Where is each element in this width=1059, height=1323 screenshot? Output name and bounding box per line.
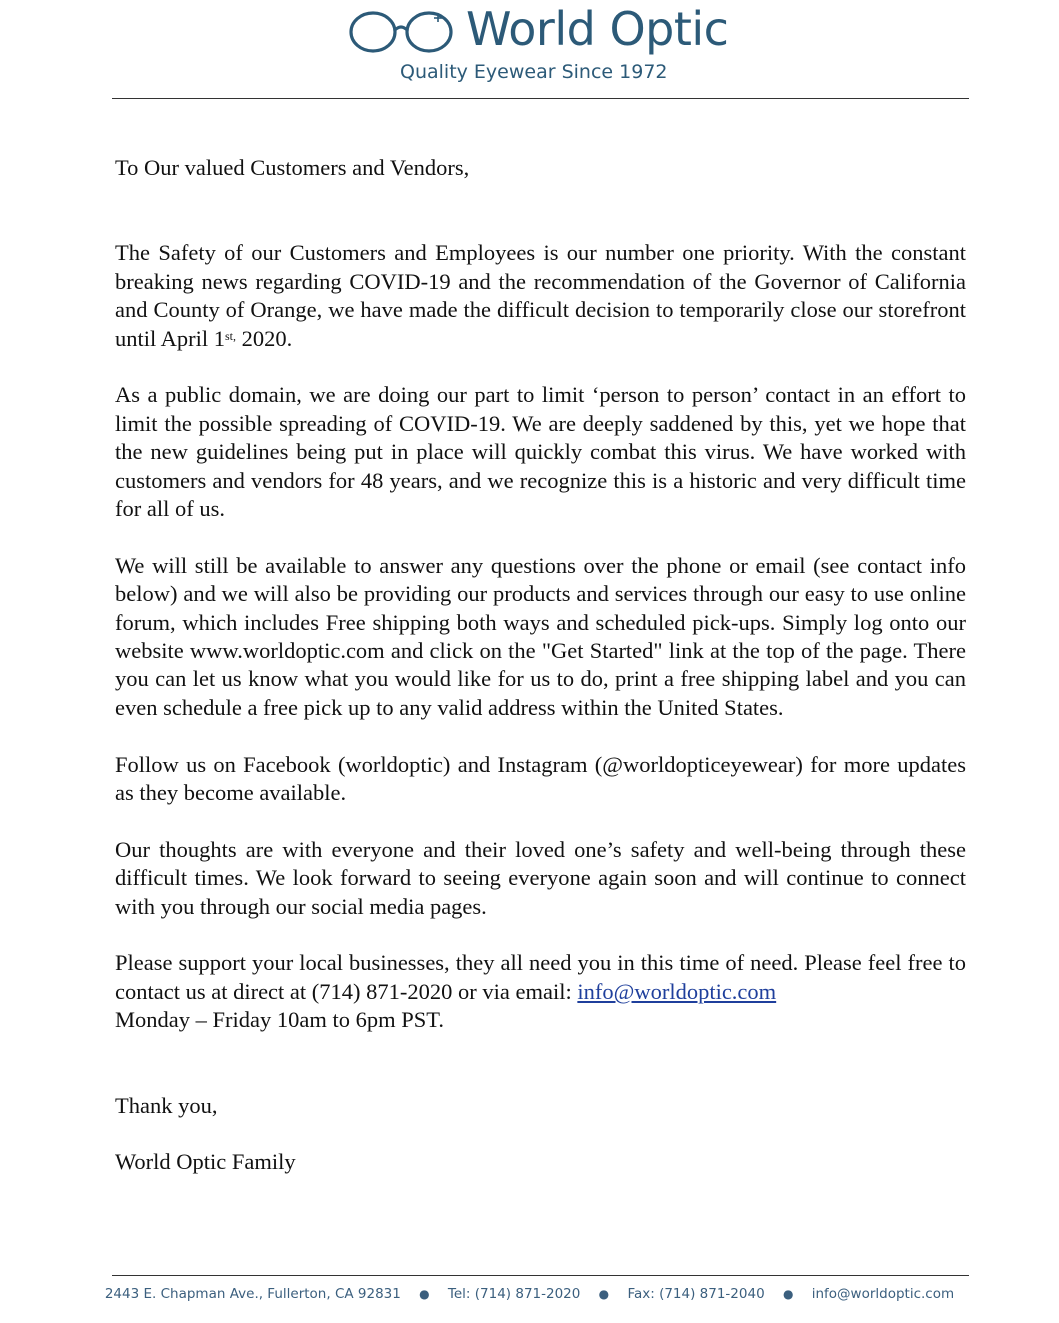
bullet-separator-icon: ●	[419, 1287, 430, 1301]
brand-name: World Optic	[466, 2, 729, 56]
bullet-separator-icon: ●	[782, 1287, 794, 1301]
letterhead	[0, 0, 1059, 100]
paragraph-closure-text: The Safety of our Customers and Employees is our number one priority. With the constant breaking news regarding COVID-19 and the recommendation of the Governor of California and County of Orange, we have made the difficult decision to temporarily close our storefront until April 1	[115, 240, 966, 351]
eyeglasses-logo-icon	[348, 10, 456, 54]
bullet-separator-icon: ●	[598, 1287, 610, 1301]
footer-fax: Fax: (714) 871-2040	[627, 1286, 765, 1302]
header-divider	[112, 98, 969, 99]
footer-divider	[112, 1275, 969, 1276]
paragraph-closure-year: 2020.	[236, 325, 293, 351]
paragraph-social-media: Follow us on Facebook (worldoptic) and Instagram (@worldopticeyewear) for more updates as they become available.	[115, 751, 966, 806]
paragraph-closure-notice	[115, 239, 966, 353]
salutation: To Our valued Customers and Vendors,	[115, 155, 470, 180]
email-link[interactable]: info@worldoptic.com	[577, 978, 777, 1004]
paragraph-thoughts: Our thoughts are with everyone and their loved one’s safety and well-being through these difficult times. We look forward to seeing everyone again soon and will continue to connect with you through our social media pages.	[115, 836, 966, 919]
footer-address: 2443 E. Chapman Ave., Fullerton, CA 92831	[104, 1286, 401, 1302]
brand-tagline: Quality Eyewear Since 1972	[400, 61, 668, 83]
letter-body	[115, 154, 966, 1177]
business-hours: Monday – Friday 10am to 6pm PST.	[115, 1007, 444, 1033]
ordinal-suffix: st,	[225, 328, 237, 343]
footer-telephone: Tel: (714) 871-2020	[447, 1286, 581, 1302]
paragraph-public-domain: As a public domain, we are doing our part to limit ‘person to person’ contact in an effort to limit the possible spreading of COVID-19. We are deeply saddened by this, yet we hope that the new guidelines being put in place will quickly combat this virus. We have worked with customers and vendors for 48 years, and we recognize this is a historic and very difficult time for all of us.	[115, 382, 966, 522]
closing: Thank you,	[115, 1092, 218, 1118]
paragraph-availability: We will still be available to answer any questions over the phone or email (see contact info below) and we will also be providing our products and services through our easy to use online forum, which includes Free shipping both ways and scheduled pick-ups. Simply log onto our website www.worldoptic.com and click on the "Get Started" link at the top of the page. There you can let us know what you would like for us to do, print a free shipping label and you can even schedule a free pick up to any valid address within the United States.	[115, 552, 966, 720]
paragraph-contact-text: Please support your local businesses, they all need you in this time of need. Please feel free to contact us at direct at (714) 871-2020 or via email:	[115, 950, 966, 1004]
footer-email: info@worldoptic.com	[811, 1286, 955, 1302]
signature: World Optic Family	[115, 1149, 296, 1175]
paragraph-contact	[115, 949, 966, 1034]
footer-contact-bar	[0, 1286, 1059, 1302]
